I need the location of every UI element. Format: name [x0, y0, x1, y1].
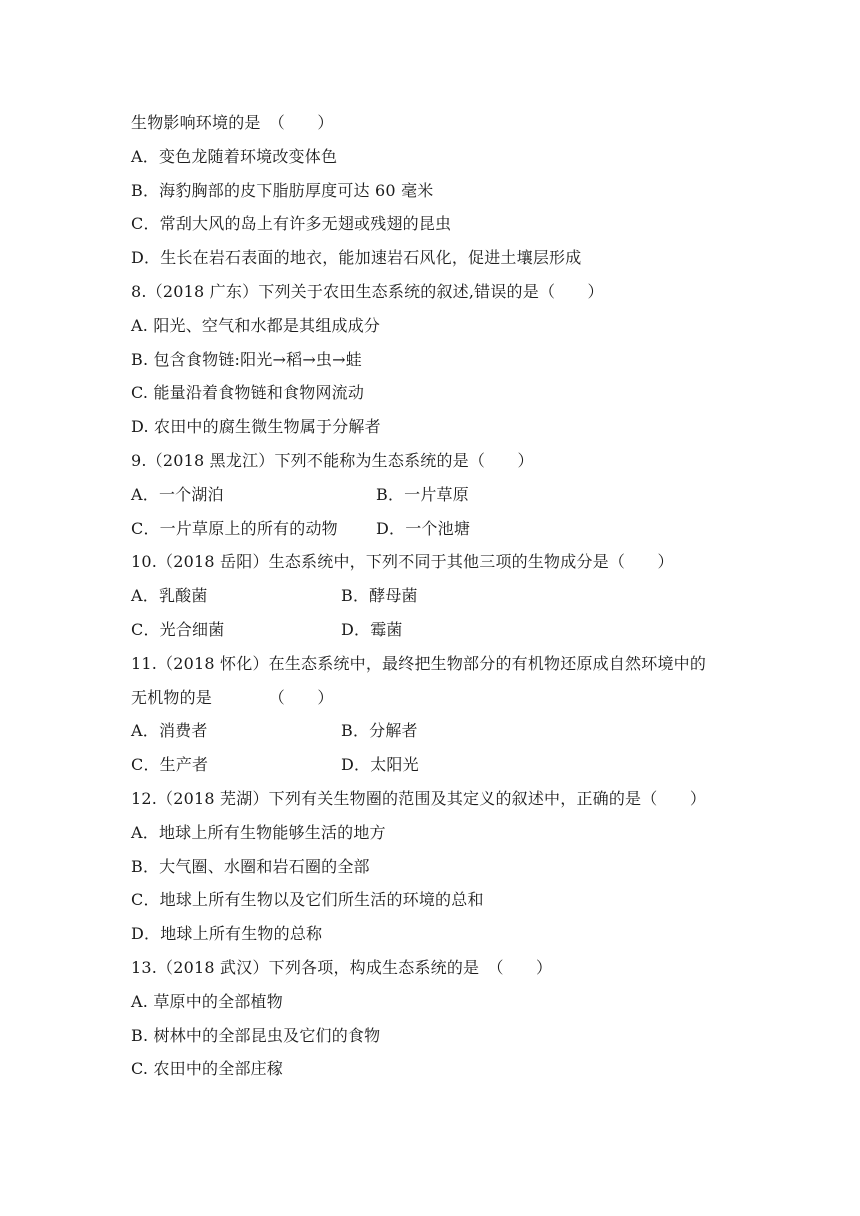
question-10-option-a: A．乳酸菌 [131, 586, 208, 606]
question-11-stem-line-2: 无机物的是 （ ） [131, 687, 334, 707]
question-10-option-c: C．光合细菌 [131, 619, 225, 639]
question-11-option-a: A．消费者 [131, 721, 208, 741]
question-7-option-a: A．变色龙随着环境改变体色 [131, 146, 338, 166]
question-11-options-row-1 [131, 714, 741, 748]
question-12-option-d: D．地球上所有生物的总称 [131, 924, 323, 944]
question-8-stem: 8.（2018 广东）下列关于农田生态系统的叙述,错误的是（ ） [131, 281, 604, 301]
question-10-option-d: D．霉菌 [341, 619, 403, 639]
question-8-option-c: C. 能量沿着食物链和食物网流动 [131, 383, 365, 403]
question-13-stem: 13.（2018 武汉）下列各项，构成生态系统的是 （ ） [131, 957, 553, 977]
question-13-option-a: A. 草原中的全部植物 [131, 991, 283, 1011]
question-13-option-b: B. 树林中的全部昆虫及它们的食物 [131, 1025, 381, 1045]
question-11-stem-line-1: 11.（2018 怀化）在生态系统中，最终把生物部分的有机物还原成自然环境中的 [131, 653, 707, 673]
question-9-option-d: D．一个池塘 [376, 518, 471, 538]
question-8-option-d: D. 农田中的腐生微生物属于分解者 [131, 417, 381, 437]
question-9-option-c: C．一片草原上的所有的动物 [131, 518, 338, 538]
question-8-option-b: B. 包含食物链:阳光→稻→虫→蛙 [131, 349, 362, 369]
question-11-option-b: B．分解者 [341, 721, 418, 741]
question-9-options-row-2 [131, 512, 741, 546]
question-7-option-d: D．生长在岩石表面的地衣，能加速岩石风化，促进土壤层形成 [131, 248, 582, 268]
question-7-option-b: B．海豹胸部的皮下脂肪厚度可达 60 毫米 [131, 180, 434, 200]
question-9-stem: 9.（2018 黑龙江）下列不能称为生态系统的是（ ） [131, 450, 534, 470]
question-9-option-a: A．一个湖泊 [131, 484, 224, 504]
question-12-stem: 12.（2018 芜湖）下列有关生物圈的范围及其定义的叙述中，正确的是（ ） [131, 788, 707, 808]
question-9-option-b: B．一片草原 [376, 484, 469, 504]
question-10-options-row-2 [131, 613, 741, 647]
question-9-options-row-1 [131, 478, 741, 512]
question-13-option-c: C. 农田中的全部庄稼 [131, 1059, 284, 1079]
question-list [131, 106, 741, 1086]
question-8-option-a: A. 阳光、空气和水都是其组成成分 [131, 315, 381, 335]
question-11-option-d: D．太阳光 [341, 755, 419, 775]
question-10-stem: 10.（2018 岳阳）生态系统中，下列不同于其他三项的生物成分是（ ） [131, 552, 674, 572]
question-11-option-c: C．生产者 [131, 755, 209, 775]
question-7-stem-tail: 生物影响环境的是 （ ） [131, 113, 334, 132]
question-11-options-row-2 [131, 748, 741, 782]
question-10-options-row-1 [131, 579, 741, 613]
question-12-option-c: C．地球上所有生物以及它们所生活的环境的总和 [131, 890, 484, 910]
question-12-option-a: A．地球上所有生物能够生活的地方 [131, 822, 386, 842]
question-10-option-b: B．酵母菌 [341, 586, 418, 606]
question-7-option-c: C．常刮大风的岛上有许多无翅或残翅的昆虫 [131, 214, 452, 234]
question-12-option-b: B．大气圈、水圈和岩石圈的全部 [131, 856, 370, 876]
